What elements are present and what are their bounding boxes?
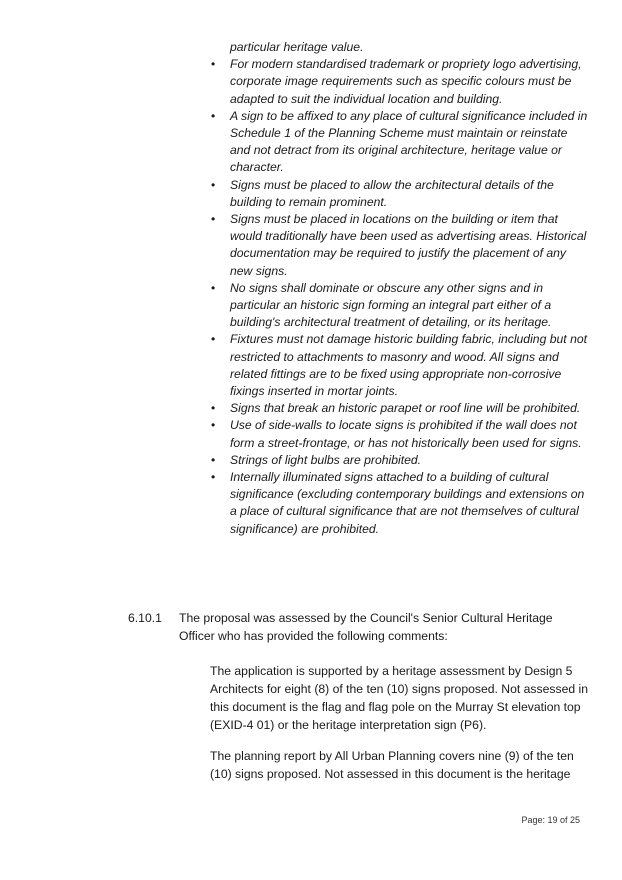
list-item-text: Signs that break an historic parapet or roof line will be prohibited. <box>230 401 581 416</box>
list-item-text: A sign to be affixed to any place of cultural significance included in Schedule 1 of the Planning Scheme must maintain or reinstate and not detract from its original architecture, heritage value or character. <box>230 108 588 175</box>
list-item-text: Signs must be placed to allow the architectural details of the building to remain prominent. <box>230 177 554 209</box>
list-item-text: Signs must be placed in locations on the building or item that would traditionally have been used as advertising areas. Historical documentation may be required to justify the placement of any new signs. <box>230 212 587 278</box>
bullet-icon: • <box>211 470 216 485</box>
bullet-icon: • <box>211 177 216 192</box>
heritage-comment-paragraph: The application is supported by a heritage assessment by Design 5 Architects for eight (8) of the ten (10) signs proposed. Not assessed in this document is the flag and flag pole on the Murray St elevation top (EXID-4 01) or the heritage interpretation sign (P6). <box>210 664 589 732</box>
bullet-icon: • <box>211 108 216 123</box>
bullet-icon: • <box>211 57 216 72</box>
continuation-text: particular heritage value. <box>230 40 364 54</box>
list-item <box>211 400 590 417</box>
section-number: 6.10.1 <box>128 611 162 625</box>
list-item <box>211 177 590 211</box>
bullet-icon: • <box>211 452 216 467</box>
bullet-icon: • <box>211 401 216 416</box>
bullet-icon: • <box>211 418 216 433</box>
list-item <box>211 331 590 400</box>
bullet-list <box>211 56 590 538</box>
list-item-text: Internally illuminated signs attached to a building of cultural significance (excluding contemporary buildings and extensions on a place of cultural significance that are not themselves of cultural significance) are prohibited. <box>230 470 585 536</box>
bullet-icon: • <box>211 332 216 347</box>
list-item-text: Fixtures must not damage historic building fabric, including but not restricted to attachments to masonry and wood. All signs and related fittings are to be fixed using appropriate non-corrosive fixings inserted in mortar joints. <box>230 332 588 399</box>
list-item-text: For modern standardised trademark or propriety logo advertising, corporate image requirements such as specific colours must be adapted to suit the individual location and building. <box>230 57 582 106</box>
list-item <box>211 452 590 469</box>
list-item <box>211 211 590 280</box>
list-item <box>211 417 590 451</box>
list-item-text: No signs shall dominate or obscure any other signs and in particular an historic sign forming an integral part either of a building's architectural treatment of detailing, or its heritage. <box>230 280 552 330</box>
list-item <box>211 108 590 177</box>
bullet-icon: • <box>211 212 216 227</box>
list-item <box>211 56 590 108</box>
list-item-text: Use of side-walls to locate signs is prohibited if the wall does not form a street-frontage, or has not historically been used for signs. <box>230 418 582 450</box>
list-item <box>211 280 590 332</box>
planning-report-paragraph: The planning report by All Urban Planning covers nine (9) of the ten (10) signs proposed. Not assessed in this document is the heritage <box>210 749 574 781</box>
list-item-text: Strings of light bulbs are prohibited. <box>230 452 422 467</box>
bullet-icon: • <box>211 280 216 295</box>
heritage-bullet-list <box>211 39 590 538</box>
section-text: The proposal was assessed by the Council's Senior Cultural Heritage Officer who has provided the following comments: <box>179 611 553 643</box>
page-number: Page: 19 of 25 <box>521 815 580 825</box>
list-item <box>211 469 590 538</box>
